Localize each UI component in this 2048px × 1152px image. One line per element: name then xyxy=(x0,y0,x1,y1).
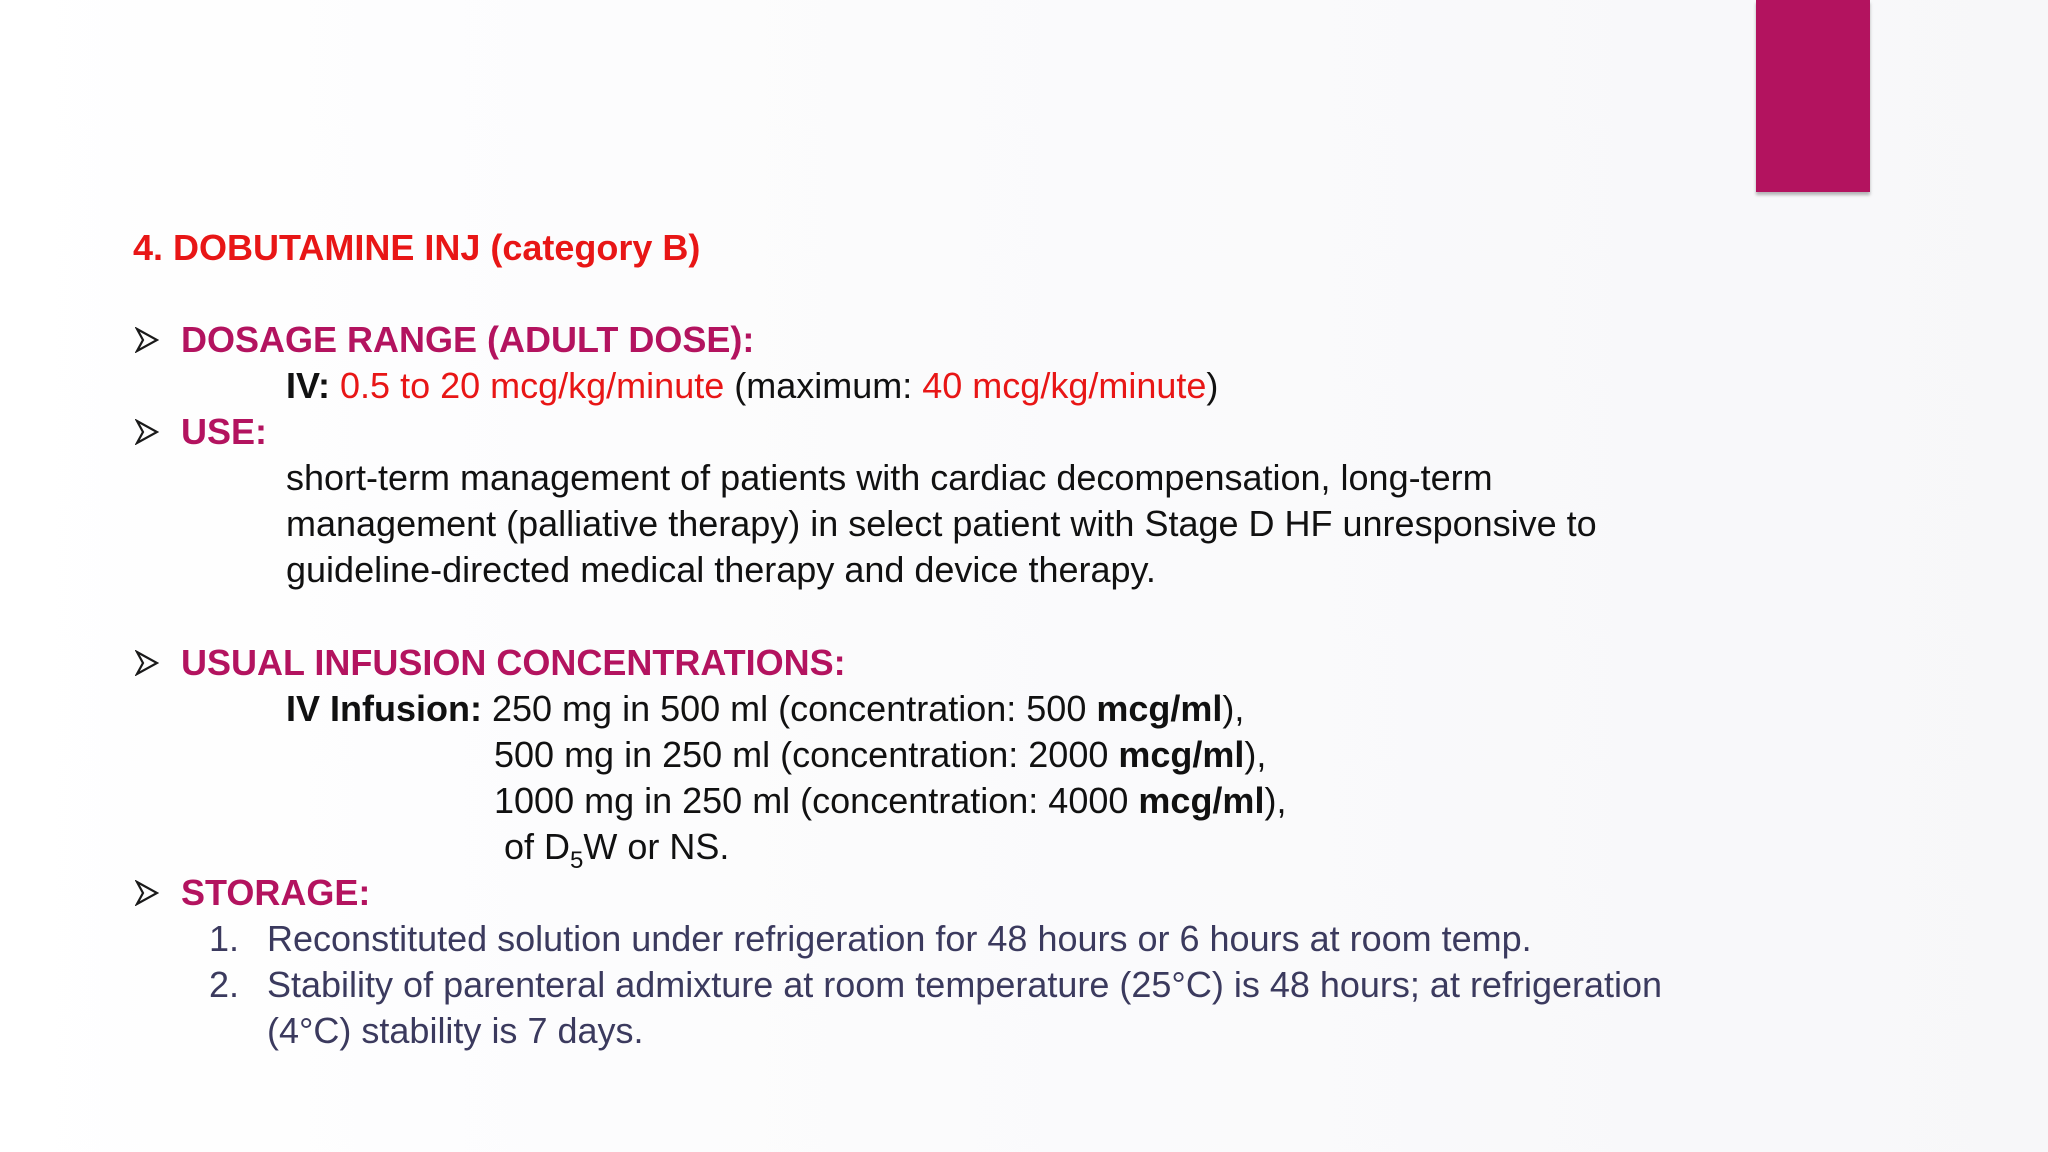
infusion-row-end: ), xyxy=(1222,688,1245,729)
infusion-row-text: 250 mg in 500 ml (concentration: 500 xyxy=(481,688,1097,729)
storage-item-text: Reconstituted solution under refrigeration for 48 hours or 6 hours at room temp. xyxy=(267,918,1532,959)
arrow-bullet-icon xyxy=(135,327,159,353)
infusion-row-text: 1000 mg in 250 ml (concentration: 4000 xyxy=(494,780,1139,821)
arrow-bullet-icon xyxy=(135,419,159,445)
dosage-max-value: 40 mcg/kg/minute xyxy=(922,365,1207,406)
infusion-unit: mcg/ml xyxy=(1096,688,1223,729)
dosage-heading: DOSAGE RANGE (ADULT DOSE): xyxy=(181,319,755,360)
accent-bar xyxy=(1756,0,1870,192)
storage-item-number: 1. xyxy=(209,918,240,959)
storage-item-number: 2. xyxy=(209,964,240,1005)
infusion-unit: mcg/ml xyxy=(1118,734,1245,775)
diluent-suffix: W or NS. xyxy=(583,826,730,867)
dosage-max-close: ) xyxy=(1206,365,1219,406)
use-line: short-term management of patients with cardiac decompensation, long-term xyxy=(286,457,1493,498)
dosage-range: 0.5 to 20 mcg/kg/minute xyxy=(340,365,725,406)
use-heading: USE: xyxy=(181,411,268,452)
dosage-max-open: (maximum: xyxy=(734,365,923,406)
diluent-prefix: of D xyxy=(504,826,571,867)
dosage-route-label: IV: xyxy=(286,365,331,406)
infusion-row xyxy=(494,732,1266,778)
infusion-unit: mcg/ml xyxy=(1138,780,1265,821)
arrow-bullet-icon xyxy=(135,650,159,676)
use-line: management (palliative therapy) in select patient with Stage D HF unresponsive to xyxy=(286,503,1597,544)
infusion-label: IV Infusion: xyxy=(286,688,482,729)
infusion-heading: USUAL INFUSION CONCENTRATIONS: xyxy=(181,642,846,683)
use-line: guideline-directed medical therapy and device therapy. xyxy=(286,549,1156,590)
infusion-row xyxy=(494,778,1286,824)
infusion-diluent xyxy=(504,824,730,874)
infusion-row-end: ), xyxy=(1244,734,1267,775)
infusion-row-text: 500 mg in 250 ml (concentration: 2000 xyxy=(494,734,1119,775)
storage-item-text: Stability of parenteral admixture at room temperature (25°C) is 48 hours; at refrigeration xyxy=(267,964,1663,1005)
infusion-row xyxy=(286,686,1244,732)
diluent-subscript: 5 xyxy=(570,847,584,874)
arrow-bullet-icon xyxy=(135,880,159,906)
slide-title: 4. DOBUTAMINE INJ (category B) xyxy=(133,227,701,268)
infusion-row-end: ), xyxy=(1264,780,1287,821)
storage-heading: STORAGE: xyxy=(181,872,371,913)
storage-item-text: (4°C) stability is 7 days. xyxy=(267,1010,644,1051)
dosage-line xyxy=(286,363,1218,409)
